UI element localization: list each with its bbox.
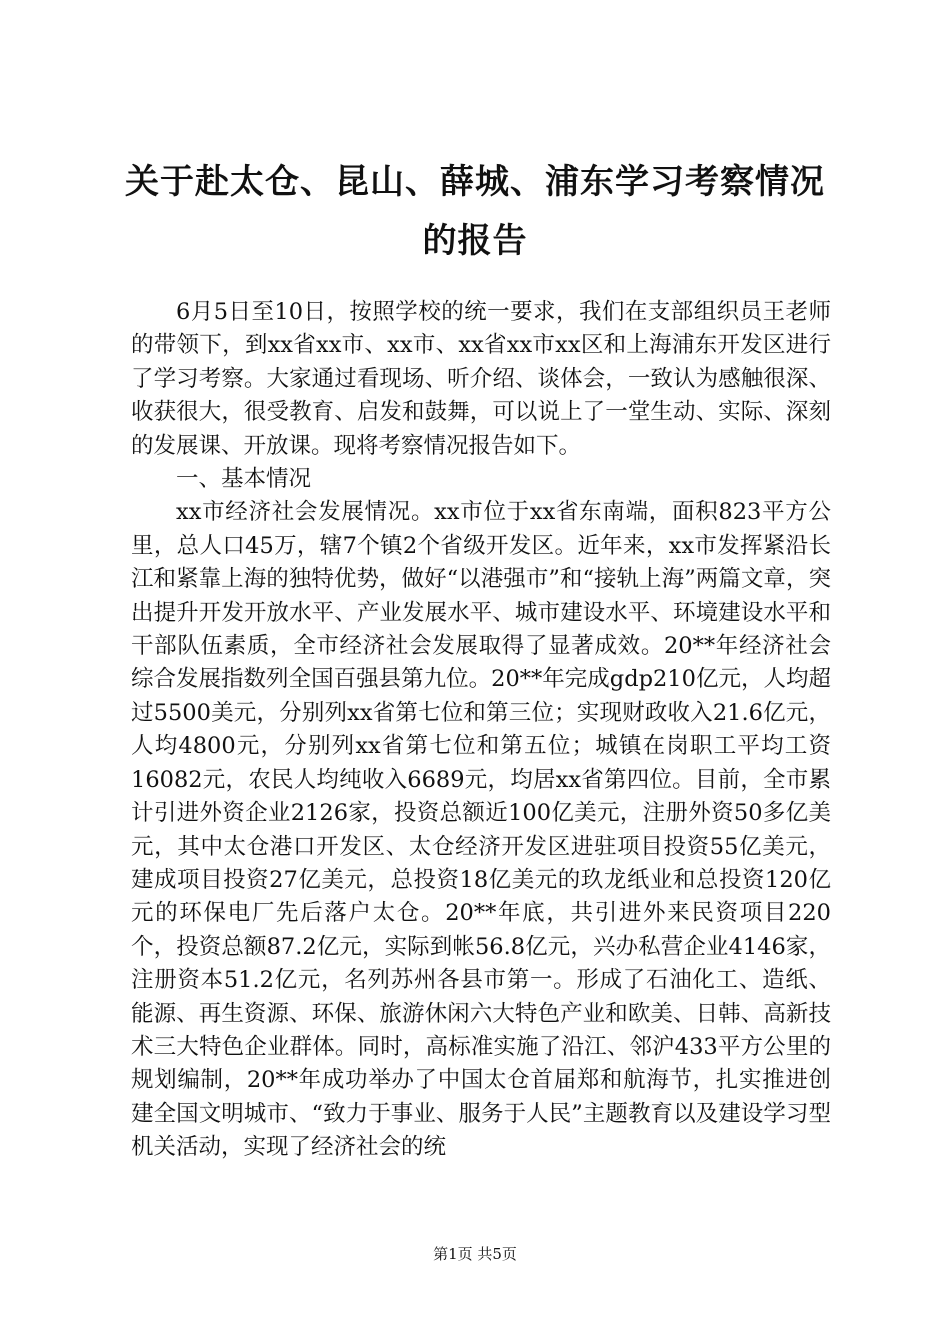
document-title-line-1: 关于赴太仓、昆山、薛城、浦东学习考察情况 (125, 162, 825, 202)
paragraph-intro: 6月5日至10日，按照学校的统一要求，我们在支部组织员王老师的带领下，到xx省xx市、xx市、xx省xx市xx区和上海浦东开发区进行了学习考察。大家通过看现场、听介绍、谈体会，一致认为感触很深、收获很大，很受教育、启发和鼓舞，可以说上了一堂生动、实际、深刻的发展课、开放课。现将考察情况报告如下。 (131, 299, 831, 459)
section-heading-basic-situation: 一、基本情况 (176, 466, 312, 493)
paragraph-city-development: xx市经济社会发展情况。xx市位于xx省东南端，面积823平方公里，总人口45万，辖7个镇2个省级开发区。近年来，xx市发挥紧沿长江和紧靠上海的独特优势，做好“以港强市”和“接轨上海”两篇文章，突出提升开发开放水平、产业发展水平、城市建设水平、环境建设水平和干部队伍素质，全市经济社会发展取得了显著成效。20**年经济社会综合发展指数列全国百强县第九位。20**年完成gdp210亿元，人均超过5500美元，分别列xx省第七位和第三位；实现财政收入21.6亿元，人均4800元，分别列xx省第七位和第五位；城镇在岗职工平均工资16082元，农民人均纯收入6689元，均居xx省第四位。目前，全市累计引进外资企业2126家，投资总额近100亿美元，注册外资50多亿美元，其中太仓港口开发区、太仓经济开发区进驻项目投资55亿美元，建成项目投资27亿美元，总投资18亿美元的玖龙纸业和总投资120亿元的环保电厂先后落户太仓。20**年底，共引进外来民资项目220个，投资总额87.2亿元，实际到帐56.8亿元，兴办私营企业4146家，注册资本51.2亿元，名列苏州各县市第一。形成了石油化工、造纸、能源、再生资源、环保、旅游休闲六大特色产业和欧美、日韩、高新技术三大特色企业群体。同时，高标准实施了沿江、邻沪433平方公里的规划编制，20**年成功举办了中国太仓首届郑和航海节，扎实推进创建全国文明城市、“致力于事业、服务于人民”主题教育以及建设学习型机关活动，实现了经济社会的统 (131, 499, 831, 1161)
document-title-line-2: 的报告 (422, 221, 528, 261)
document-body (131, 296, 831, 1165)
page-number-footer: 第1页 共5页 (433, 1245, 517, 1263)
